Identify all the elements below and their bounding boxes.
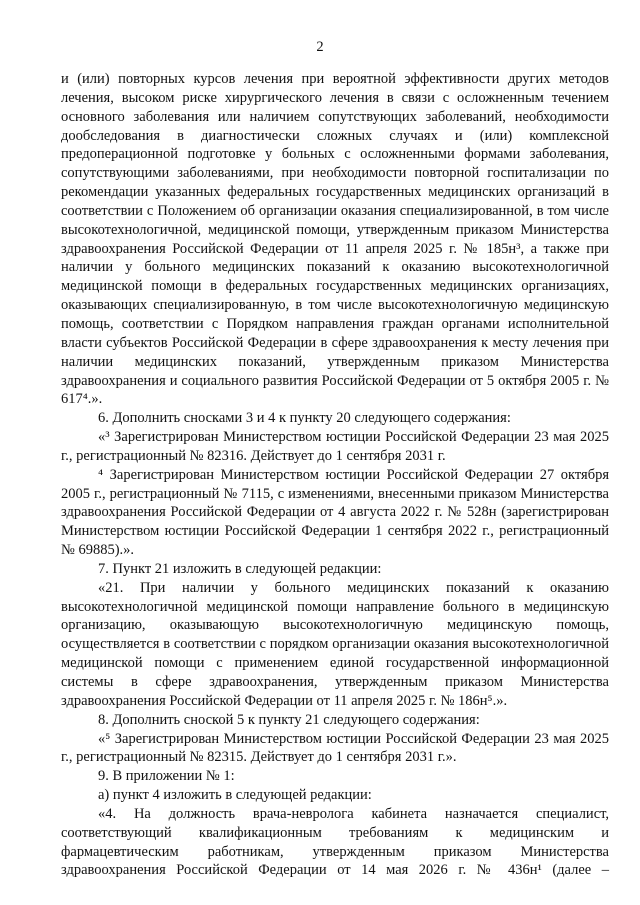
paragraph-clause-4: «4. На должность врача-невролога кабинета назначается специалист, соответствующий квалификационным требованиям к медицинским и фармацевтическим работникам, утвержденным приказом Министерства здравоохранения Российской Федерации от 14 мая 2026 г. № 436н¹ (далее – <box>61 805 609 879</box>
footnote-4: ⁴ Зарегистрирован Министерством юстиции Российской Федерации 27 октября 2005 г., регистрационный № 7115, с изменениями, внесенными приказом Министерства здравоохранения Российской Федерации от 4 августа 2022 г. № 528н (зарегистрирован Министерством юстиции Российской Федерации 1 сентября 2022 г., регистрационный № 69885).». <box>61 466 609 559</box>
document-body <box>61 70 609 880</box>
footnote-5: «⁵ Зарегистрирован Министерством юстиции Российской Федерации 23 мая 2025 г., регистрационный № 82315. Действует до 1 сентября 2031 г.». <box>61 730 609 766</box>
paragraph-clause-21: «21. При наличии у больного медицинских показаний к оказанию высокотехнологичной медицинской помощи направление больного в медицинскую организацию, оказывающую высокотехнологичную медицинскую помощь, осуществляется в соответствии с порядком организации оказания высокотехнологичной медицинской помощи с применением единой государственной информационной системы в сфере здравоохранения, утвержденным приказом Министерства здравоохранения Российской Федерации от 11 апреля 2025 г. № 186н⁵.». <box>61 579 609 709</box>
paragraph-continuation: и (или) повторных курсов лечения при вероятной эффективности других методов лечения, высоком риске хирургического лечения в связи с осложненным течением основного заболевания или наличием сопутствующих заболеваний, необходимости дообследования в диагностически сложных случаях и (или) комплексной предоперационной подготовке у больных с осложненными формами заболевания, сопутствующими заболеваниями, при необходимости повторной госпитализации по рекомендации указанных федеральных государственных медицинских организаций в соответствии с Положением об организации оказания специализированной, в том числе высокотехнологичной, медицинской помощи, утвержденным приказом Министерства здравоохранения Российской Федерации от 11 апреля 2025 г. № 185н³, а также при наличии у больного медицинских показаний к оказанию высокотехнологичной медицинской помощи в федеральных государственных медицинских организациях, оказывающих специализированную, в том числе высокотехнологичную медицинскую помощь, соответствии с Порядком направления граждан органами исполнительной власти субъектов Российской Федерации в сфере здравоохранения к месту лечения при наличии медицинских показаний, утвержденным приказом Министерства здравоохранения и социального развития Российской Федерации от 5 октября 2005 г. № 617⁴.». <box>61 71 609 408</box>
paragraph-item-9: 9. В приложении № 1: <box>98 768 235 785</box>
page-number: 2 <box>316 39 324 55</box>
footnote-3: «³ Зарегистрирован Министерством юстиции Российской Федерации 23 мая 2025 г., регистрационный № 82316. Действует до 1 сентября 2031 г. <box>61 429 609 464</box>
paragraph-item-7: 7. Пункт 21 изложить в следующей редакции: <box>98 560 382 577</box>
paragraph-item-8: 8. Дополнить сноской 5 к пункту 21 следующего содержания: <box>98 711 480 728</box>
paragraph-item-6: 6. Дополнить сносками 3 и 4 к пункту 20 следующего содержания: <box>98 410 511 427</box>
paragraph-subitem-a: а) пункт 4 изложить в следующей редакции: <box>98 787 372 804</box>
